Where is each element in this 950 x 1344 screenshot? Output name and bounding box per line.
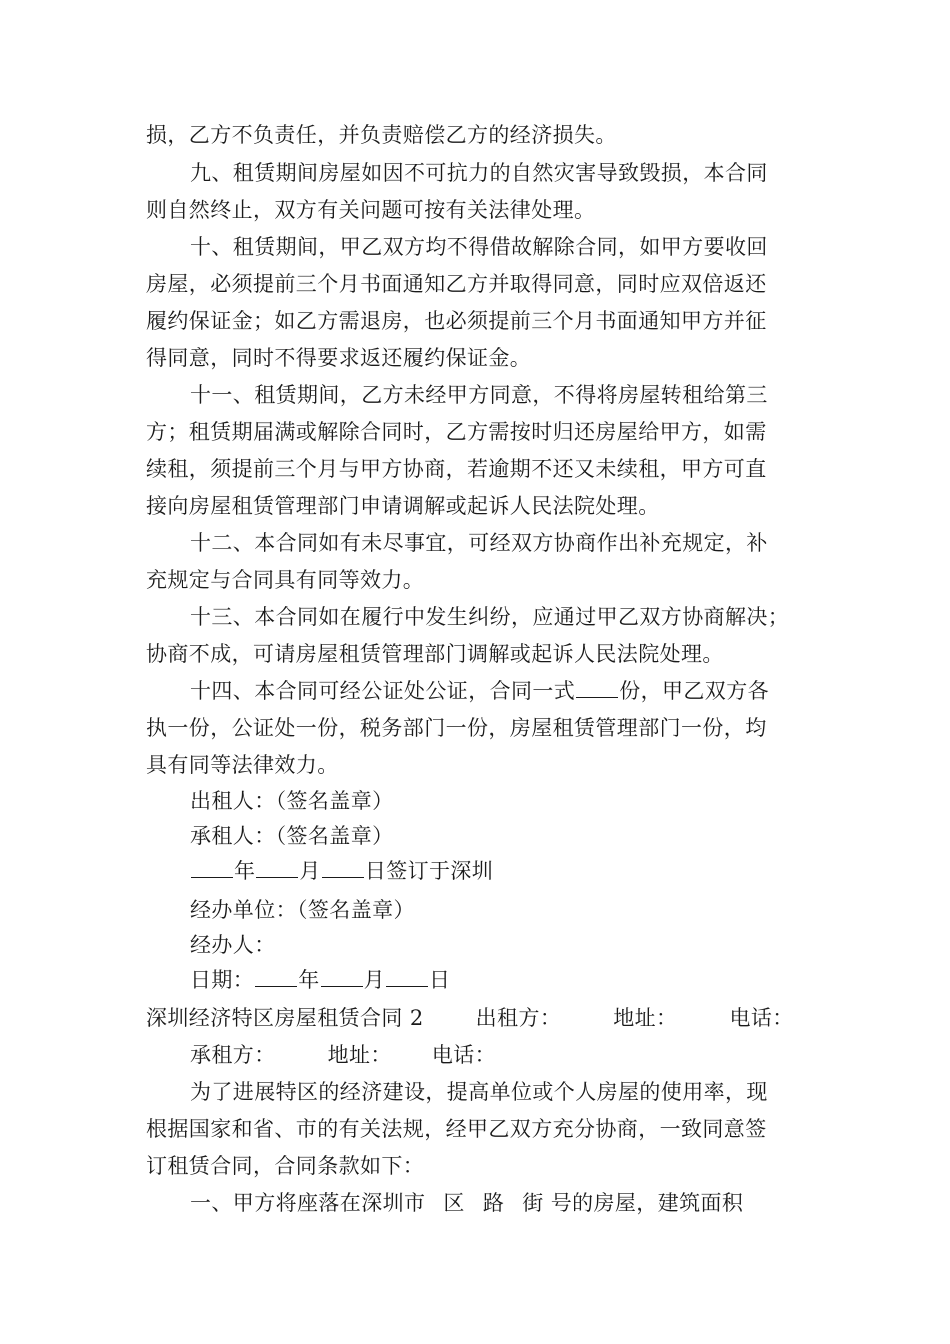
contract-2-title: 深圳经济特区房屋租赁合同 2 bbox=[146, 1006, 424, 1030]
clause-13-line-2: 协商不成，可请房屋租赁管理部门调解或起诉人民法院处理。 bbox=[146, 642, 724, 666]
clause-14-line-1 bbox=[190, 676, 769, 706]
date-year-label: 年 bbox=[298, 968, 320, 992]
signing-date-line bbox=[190, 856, 493, 886]
road-label: 路 bbox=[482, 1191, 505, 1215]
text-line: 损，乙方不负责任，并负责赔偿乙方的经济损失。 bbox=[146, 123, 617, 147]
intro-line-1: 为了进展特区的经济建设，提高单位或个人房屋的使用率，现 bbox=[190, 1080, 768, 1104]
agency-signature: 经办单位：（签名盖章） bbox=[190, 898, 415, 922]
intro-line-3: 订租赁合同，合同条款如下： bbox=[146, 1154, 425, 1178]
lessee-address-label: 地址： bbox=[327, 1043, 392, 1067]
month-blank bbox=[256, 857, 298, 878]
clause-1-text-a: 一、甲方将座落在深圳市 bbox=[190, 1191, 426, 1215]
date-label: 日期： bbox=[190, 968, 255, 992]
lessor-phone-label: 电话： bbox=[729, 1006, 794, 1030]
date-year-blank bbox=[255, 966, 297, 987]
clause-9-line-2: 则自然终止，双方有关问题可按有关法律处理。 bbox=[146, 198, 596, 222]
clause-12-line-2: 充规定与合同具有同等效力。 bbox=[146, 568, 425, 592]
clause-14-line-2: 执一份，公证处一份，税务部门一份，房屋租赁管理部门一份，均 bbox=[146, 716, 767, 740]
year-label: 年 bbox=[234, 859, 256, 883]
clause-13-line-1: 十三、本合同如在履行中发生纠纷，应通过甲乙双方协商解决； bbox=[190, 605, 790, 629]
street-label: 街 号的房屋，建筑面积 bbox=[522, 1191, 744, 1215]
day-blank bbox=[322, 857, 364, 878]
district-label: 区 bbox=[443, 1191, 465, 1215]
clause-10-line-4: 得同意，同时不得要求返还履约保证金。 bbox=[146, 346, 532, 370]
clause-14-line-3: 具有同等法律效力。 bbox=[146, 753, 339, 777]
lessor-signature: 出租人：（签名盖章） bbox=[190, 789, 394, 813]
clause-10-line-2: 房屋，必须提前三个月书面通知乙方并取得同意，同时应双倍返还 bbox=[146, 272, 767, 296]
agent-label: 经办人： bbox=[190, 933, 276, 957]
lessee-party-label: 承租方： bbox=[190, 1043, 276, 1067]
clause-14-text-a: 十四、本合同可经公证处公证，合同一式 bbox=[190, 679, 576, 703]
clause-10-line-1: 十、租赁期间，甲乙双方均不得借故解除合同，如甲方要收回 bbox=[190, 235, 768, 259]
clause-11-line-3: 续租，须提前三个月与甲方协商，若逾期不还又未续租，甲方可直 bbox=[146, 457, 767, 481]
date-day-blank bbox=[386, 966, 428, 987]
clause-14-text-b: 份，甲乙双方各 bbox=[619, 679, 770, 703]
copies-blank bbox=[576, 677, 618, 698]
lessee-signature: 承租人：（签名盖章） bbox=[190, 824, 394, 848]
date-day-label: 日 bbox=[429, 968, 451, 992]
date-month-label: 月 bbox=[363, 968, 386, 992]
clause-12-line-1: 十二、本合同如有未尽事宜，可经双方协商作出补充规定，补 bbox=[190, 531, 768, 555]
lessor-party-label: 出租方： bbox=[475, 1006, 562, 1030]
clause-10-line-3: 履约保证金；如乙方需退房，也必须提前三个月书面通知甲方并征 bbox=[146, 309, 767, 333]
date-month-blank bbox=[321, 966, 363, 987]
clause-1-line-1 bbox=[190, 1188, 743, 1218]
intro-line-2: 根据国家和省、市的有关法规，经甲乙双方充分协商，一致同意签 bbox=[146, 1117, 767, 1141]
date-line bbox=[190, 965, 450, 995]
lessee-party-line bbox=[190, 1040, 496, 1070]
month-label: 月 bbox=[299, 859, 321, 883]
clause-11-line-2: 方；租赁期届满或解除合同时，乙方需按时归还房屋给甲方，如需 bbox=[146, 420, 767, 444]
day-place-label: 日签订于深圳 bbox=[364, 859, 494, 883]
lessee-phone-label: 电话： bbox=[431, 1043, 497, 1067]
contract-2-header-line bbox=[146, 1003, 794, 1033]
clause-11-line-1: 十一、租赁期间，乙方未经甲方同意，不得将房屋转租给第三 bbox=[190, 383, 768, 407]
lessor-address-label: 地址： bbox=[613, 1006, 678, 1030]
clause-11-line-4: 接向房屋租赁管理部门申请调解或起诉人民法院处理。 bbox=[146, 494, 660, 518]
year-blank bbox=[191, 857, 233, 878]
clause-9-line-1: 九、租赁期间房屋如因不可抗力的自然灾害导致毁损，本合同 bbox=[190, 161, 768, 185]
